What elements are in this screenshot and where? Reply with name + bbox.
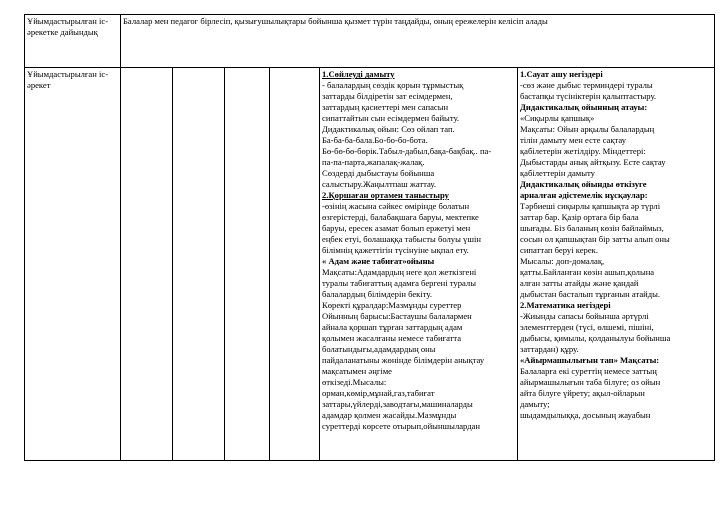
text-line: «Айырмашылығын тап» Мақсаты: (520, 355, 660, 365)
text-line: Тәрбиеші сиқырлы қапшықта әр түрлі (520, 201, 661, 211)
text-line: балалардың білімдерін бекіту. (322, 289, 432, 299)
text-line: - балалардың сөздiк қорын тұрмыстық (322, 80, 464, 90)
text-line: салыстыру.Жаңылтпаш жаттау. (322, 179, 436, 189)
empty-cell (225, 68, 270, 461)
text-line: Көректі құралдар:Мазмұнды суреттер (322, 300, 462, 310)
text-line: Дидактикалық ойынның атауы: (520, 102, 648, 112)
text-line: -өзінің жасына сәйкес өмірінде болатын (322, 201, 470, 211)
table-row (25, 68, 715, 461)
text-line: қолымен жасалғаны немесе табиғатта (322, 333, 462, 343)
text-line: «Сиқырлы қапшық» (520, 113, 595, 123)
text-line: Дидактикалық ойын: Сөз ойлап тап. (322, 124, 455, 134)
text-line: Бө-бө-бө-бөрік.Табыл-дабыл,бақа-бақбақ.. па- (322, 146, 492, 156)
text-line: -сөз және дыбыс терминдері туралы (520, 80, 653, 90)
table-row (25, 15, 715, 68)
text-line: -Жиынды сапасы бойынша әртүрлі (520, 311, 649, 321)
text-line: шығады. Біз баланың көзін байлаймыз, (520, 223, 664, 233)
text-line: мақсатымен әңгіме (322, 366, 392, 376)
text-line: айнала қоршап тұрған заттардың адам (322, 322, 463, 332)
text-line: Ба-ба-ба-бала.Бо-бо-бо-бота. (322, 135, 428, 145)
text-line: элементтерден (түсі, өлшемі, пішіні, (520, 322, 654, 332)
text-line: « Адам және табиғат»ойыны (322, 256, 435, 266)
preparation-text: Балалар мен педагог бірлесіп, қызығушылықтары бойынша қызмет түрін таңдайды, оның ережелерін келісіп алады (121, 15, 715, 68)
text-line: дыбыстан басталып тұрғанын атайды. (520, 289, 661, 299)
text-line: еңбек етуі, болашаққа табысты болуы үшін (322, 234, 481, 244)
text-line: арналған әдістемелік нұсқаулар: (520, 190, 648, 200)
text-line: дыбысы, қимылы, қолданылуы бойынша (520, 333, 671, 343)
text-line: өзгерістерді, балабақшаға баруы, мектепке (322, 212, 479, 222)
row-label-preparation: Ұйымдастырылған іс-әрекетке дайындық (25, 15, 121, 68)
text-line: сосын ол қапшықтан бір затты алып оны (520, 234, 670, 244)
text-line: Дыбыстарды анық айтқызу. Есте сақтау (520, 157, 666, 167)
text-line: 1.Сөйлеудi дамыту (322, 69, 395, 79)
text-line: сипаттап беруі керек. (520, 245, 598, 255)
empty-cell (270, 68, 320, 461)
text-line: айырмашылығын таба білуге; оз ойын (520, 377, 661, 387)
text-line: 2.Математика негiздерi (520, 300, 611, 310)
text-line: адамдар қолмен жасайды.Мазмұнды (322, 410, 457, 420)
text-line: айта білуге үйрету; ақыл-ойларын (520, 388, 645, 398)
text-line: баруы, ересек азамат болып ержетуі мен (322, 223, 471, 233)
text-line: шыдамдылыққа, досының жауабын (520, 410, 651, 420)
text-line: заттарды білдіретін зат есімдермен, (322, 91, 453, 101)
text-line: Мақсаты:Адамдардың неге қол жеткізгені (322, 267, 477, 277)
text-line: 2.Қоршаған ортамен таныстыру (322, 190, 449, 200)
text-line: тілін дамыту мен есте сақтау (520, 135, 627, 145)
text-line: қабілетерін жетілдіру. Міндеттері: (520, 146, 646, 156)
text-line: өткізеді.Мысалы: (322, 377, 387, 387)
text-line: дамыту; (520, 399, 550, 409)
text-line: Сөздерді дыбыстауы бойынша (322, 168, 435, 178)
text-line: Ойынның барысы:Бастаушы балалармен (322, 311, 472, 321)
schedule-table (24, 14, 715, 461)
text-line: па-па-парта,жапалақ-жалақ. (322, 157, 425, 167)
text-line: Дидактикалық ойынды өткізуге (520, 179, 647, 189)
text-line: заттары,үйлерді,заводтағы,машиналарды (322, 399, 473, 409)
text-line: Мысалы: доп-домалақ, (520, 256, 605, 266)
literacy-math-cell (518, 68, 715, 461)
text-line: Балаларға екі суреттің немесе заттың (520, 366, 657, 376)
text-line: туралы табиғаттың адамға бергені туралы (322, 278, 476, 288)
text-line: сипаттайтын сын есімдермен байыту. (322, 113, 460, 123)
text-line: орман,көмір,мұнай,газ,табиғат (322, 388, 435, 398)
text-line: білімнің қажеттігін түсінуіне ықпал ету. (322, 245, 469, 255)
text-line: қатты.Байланған көзін ашып,қолына (520, 267, 655, 277)
text-line: заттар бар. Қазір ортаға бір бала (520, 212, 639, 222)
text-line: Мақсаты: Ойын арқылы балалардың (520, 124, 655, 134)
text-line: болатындығы,адамдардың оны (322, 344, 436, 354)
empty-cell (121, 68, 173, 461)
text-line: алған затты атайды және қандай (520, 278, 639, 288)
row-label-activity: Ұйымдастырылған іс-әрекет (25, 68, 121, 461)
text-line: заттардың қасиеттері мен сапасын (322, 102, 449, 112)
text-line: суреттерді көрсете отырып,ойыншылардан (322, 421, 481, 431)
text-line: 1.Сауат ашу негіздері (520, 69, 603, 79)
text-line: пайдаланатыны жөнінде білімдерін анықтау (322, 355, 485, 365)
empty-cell (173, 68, 225, 461)
text-line: бастапқы түсініктерін қалыптастыру. (520, 91, 657, 101)
text-line: заттардан) құру. (520, 344, 579, 354)
speech-development-cell (320, 68, 518, 461)
text-line: қабілеттерін дамыту (520, 168, 595, 178)
